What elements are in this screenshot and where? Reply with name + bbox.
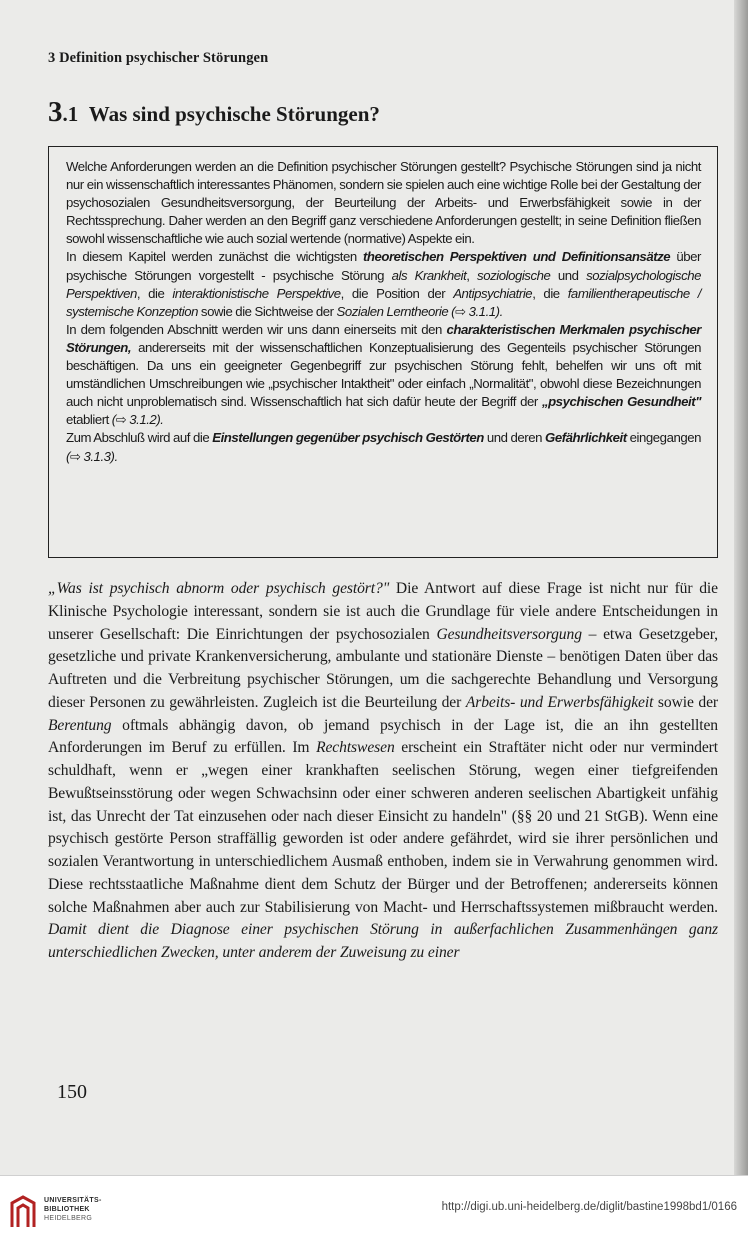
chapter-intro-box (48, 146, 718, 558)
body-text (48, 578, 718, 965)
section-title (48, 96, 380, 129)
library-logo-text: UNIVERSITÄTS- BIBLIOTHEK HEIDELBERG (44, 1197, 102, 1222)
intro-paragraph-1: Welche Anforderungen werden an die Definition psychischer Störungen gestellt? Psychische Störungen sind ja nicht nur ein wissenschaftlich interessantes Phänomen, sondern sie spielen auch eine wichtige Rolle bei der Gestaltung der psychosozialen Gesundheitsversorgung, der Beurteilung der Arbeits- und Erwerbsfähigkeit sowie in der Rechtssprechung. Daher werden an den Begriff ganz verschiedene Anforderungen gestellt; in seine Definition fließen sowohl wissenschaftliche wie auch sozial wertende (normative) Aspekte ein. (66, 159, 701, 247)
section-title-text: Was sind psychische Störungen? (88, 102, 380, 126)
intro-paragraph-4: Zum Abschluß wird auf die Einstellungen gegenüber psychisch Gestörten und deren Gefährlichkeit eingegangen (⇨ 3.1.3). (66, 430, 701, 464)
key-term: theoretischen Perspektiven und Definitionsansätze (362, 249, 671, 265)
key-term: „psychischen Gesundheit" (541, 394, 701, 410)
section-number-sub: .1 (62, 102, 79, 126)
cross-reference-link: (⇨ 3.1.1). (448, 303, 503, 319)
section-number-main: 3 (48, 96, 63, 128)
intro-paragraph-3: In dem folgenden Abschnitt werden wir uns dann einerseits mit den charakteristischen Merkmalen psychischer Störungen, andererseits mit der wissenschaftlichen Konzeptualisierung des Gegenteils psychischer Störungen beschäftigen. Da uns ein geeigneter Gegenbegriff zur psychischen Störung fehlt, behelfen wir uns oft mit umständlichen Umschreibungen wie „psychischer Intaktheit" oder einfach „Normalität", obwohl diese Bezeichnungen auch nicht unproblematisch sind. Wissenschaftlich hat sich dafür heute der Begriff der „psychischen Gesundheit" etabliert (⇨ 3.1.2). (66, 321, 701, 428)
body-paragraph: „Was ist psychisch abnorm oder psychisch gestört?" Die Antwort auf diese Frage ist nicht nur für die Klinische Psychologie interessant, sondern sie ist auch die Grundlage für viele andere Entscheidungen in unserer Gesellschaft: Die Einrichtungen der psychosozialen Gesundheitsversorgung – etwa Gesetzgeber, gesetzliche und private Krankenversicherung, ambulante und stationäre Dienste – benötigen Daten über das Auftreten und die Verbreitung psychischer Störungen, um die sachgerechte Behandlung und Versorgung dieser Personen zu gewährleisten. Zugleich ist die Beurteilung der Arbeits- und Erwerbsfähigkeit sowie der Berentung oftmals abhängig davon, ob jemand psychisch in der Lage ist, die an ihn gestellten Anforderungen im Beruf zu erfüllen. Im Rechtswesen erscheint ein Straftäter nicht oder nur vermindert schuldhaft, wenn er „wegen einer krankhaften seelischen Störung, wegen einer tiefgreifenden Bewußtseinsstörung oder wegen Schwachsinn oder einer schweren anderen seelischen Abartigkeit unfähig ist, das Unrecht der Tat einzusehen oder nach dieser Einsicht zu handeln" (§§ 20 und 21 StGB). Wenn eine psychisch gestörte Person straffällig geworden ist oder andere gefährdet, wird sie ihrer persönlichen und sozialen Verantwortung in unterschiedlichem Ausmaß enthoben, indem sie in Verwahrung genommen wird. Diese rechtsstaatliche Maßnahme dient dem Schutz der Bürger und der Betroffenen; andererseits können solche Maßnahmen aber auch zur Stabilisierung von Macht- und Herrschaftssystemen mißbraucht werden. Damit dient die Diagnose einer psychischen Störung in außerfachlichen Zusammenhängen ganz unterschiedlichen Zwecken, unter anderem der Zuweisung zu einer (48, 580, 718, 961)
page-edge (734, 0, 748, 1175)
footer-bar (0, 1175, 748, 1241)
cross-reference-link: (⇨ 3.1.3). (66, 448, 118, 464)
page-number: 150 (57, 1081, 87, 1103)
intro-paragraph-2: In diesem Kapitel werden zunächst die wichtigsten theoretischen Perspektiven und Definitionsansätze über psychische Störungen vorgestellt - psychische Störung als Krankheit, soziologische und sozialpsychologische Perspektiven, die interaktionistische Perspektive, die Position der Antipsychiatrie, die familientherapeutische / systemische Konzeption sowie die Sichtweise der Sozialen Lerntheorie (⇨ 3.1.1). (66, 249, 702, 319)
cross-reference-link: (⇨ 3.1.2). (111, 412, 164, 428)
key-term: charakteristischen Merkmalen psychischer Störungen, (66, 321, 701, 355)
key-term: Einstellungen gegenüber psychisch Gestörten (212, 430, 484, 446)
library-logo-icon (8, 1193, 38, 1231)
key-term: Gefährlichkeit (545, 430, 627, 446)
running-header: 3 Definition psychischer Störungen (48, 50, 269, 66)
source-url-link[interactable]: http://digi.ub.uni-heidelberg.de/diglit/bastine1998bd1/0166 (441, 1201, 737, 1213)
